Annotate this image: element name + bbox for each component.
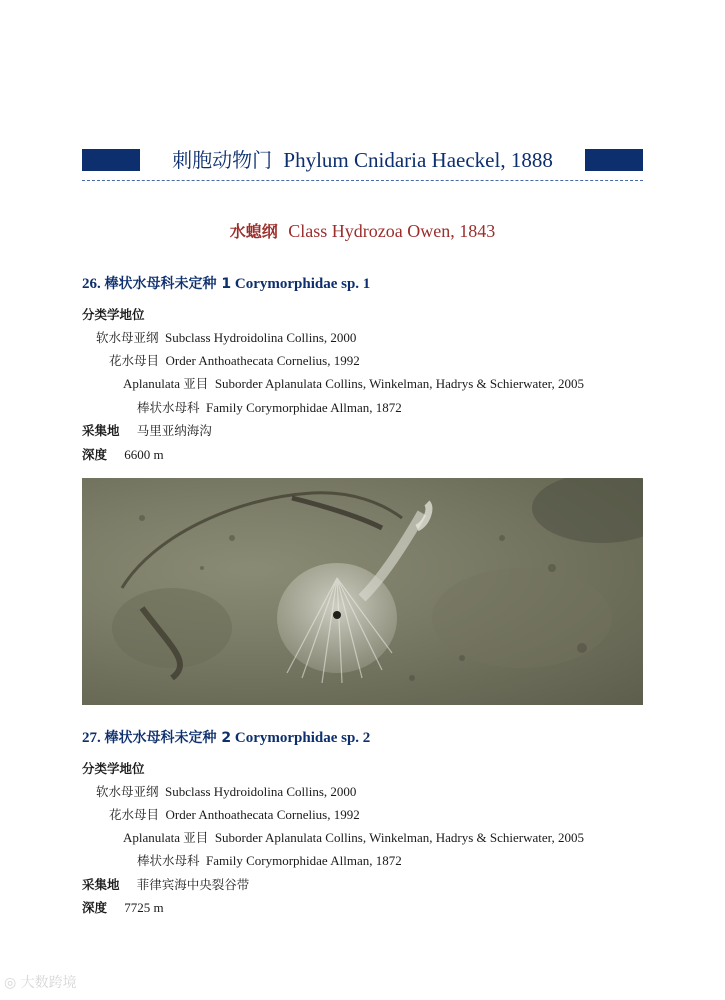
watermark: ◎ 大数跨境: [4, 975, 77, 991]
seafloor-illustration: [82, 478, 643, 705]
species-name-cn: 棒状水母科未定种 1: [104, 276, 232, 292]
class-title-cn: 水螅纲: [229, 222, 278, 241]
species-name-cn: 棒状水母科未定种 2: [104, 730, 232, 746]
species-name-latin: Corymorphidae sp. 1: [234, 276, 371, 292]
depth-line: 深度 6600 m: [82, 447, 164, 462]
phylum-title: [140, 143, 585, 177]
class-title: [0, 219, 725, 242]
watermark-icon: ◎: [4, 975, 17, 991]
species-number: 27.: [82, 730, 101, 746]
order-line: 花水母目 Order Anthoathecata Cornelius, 1992: [109, 807, 360, 822]
header-bar-right: [585, 149, 643, 171]
taxonomy-label: 分类学地位: [82, 761, 145, 776]
class-title-latin: Class Hydrozoa Owen, 1843: [288, 221, 496, 241]
subclass-line: 软水母亚纲 Subclass Hydroidolina Collins, 2000: [96, 784, 357, 799]
locality-line: 采集地 菲律宾海中央裂谷带: [82, 877, 250, 892]
locality-line: 采集地 马里亚纳海沟: [82, 423, 212, 438]
species-name-latin: Corymorphidae sp. 2: [234, 730, 371, 746]
suborder-line: Aplanulata 亚目 Suborder Aplanulata Collins, Winkelman, Hadrys & Schierwater, 2005: [123, 830, 584, 845]
dashed-divider: [82, 180, 643, 181]
phylum-title-cn: 刺胞动物门: [172, 148, 273, 172]
family-line: 棒状水母科 Family Corymorphidae Allman, 1872: [137, 853, 402, 868]
taxonomy-label: 分类学地位: [82, 307, 145, 322]
species-heading: [82, 273, 370, 293]
family-line: 棒状水母科 Family Corymorphidae Allman, 1872: [137, 400, 402, 415]
subclass-line: 软水母亚纲 Subclass Hydroidolina Collins, 2000: [96, 330, 357, 345]
species-number: 26.: [82, 276, 101, 292]
species-heading: [82, 727, 370, 747]
header-bar-left: [82, 149, 140, 171]
depth-line: 深度 7725 m: [82, 900, 164, 915]
phylum-title-latin: Phylum Cnidaria Haeckel, 1888: [283, 148, 553, 172]
suborder-line: Aplanulata 亚目 Suborder Aplanulata Collins, Winkelman, Hadrys & Schierwater, 2005: [123, 376, 584, 391]
specimen-photo: [82, 478, 643, 705]
order-line: 花水母目 Order Anthoathecata Cornelius, 1992: [109, 353, 360, 368]
